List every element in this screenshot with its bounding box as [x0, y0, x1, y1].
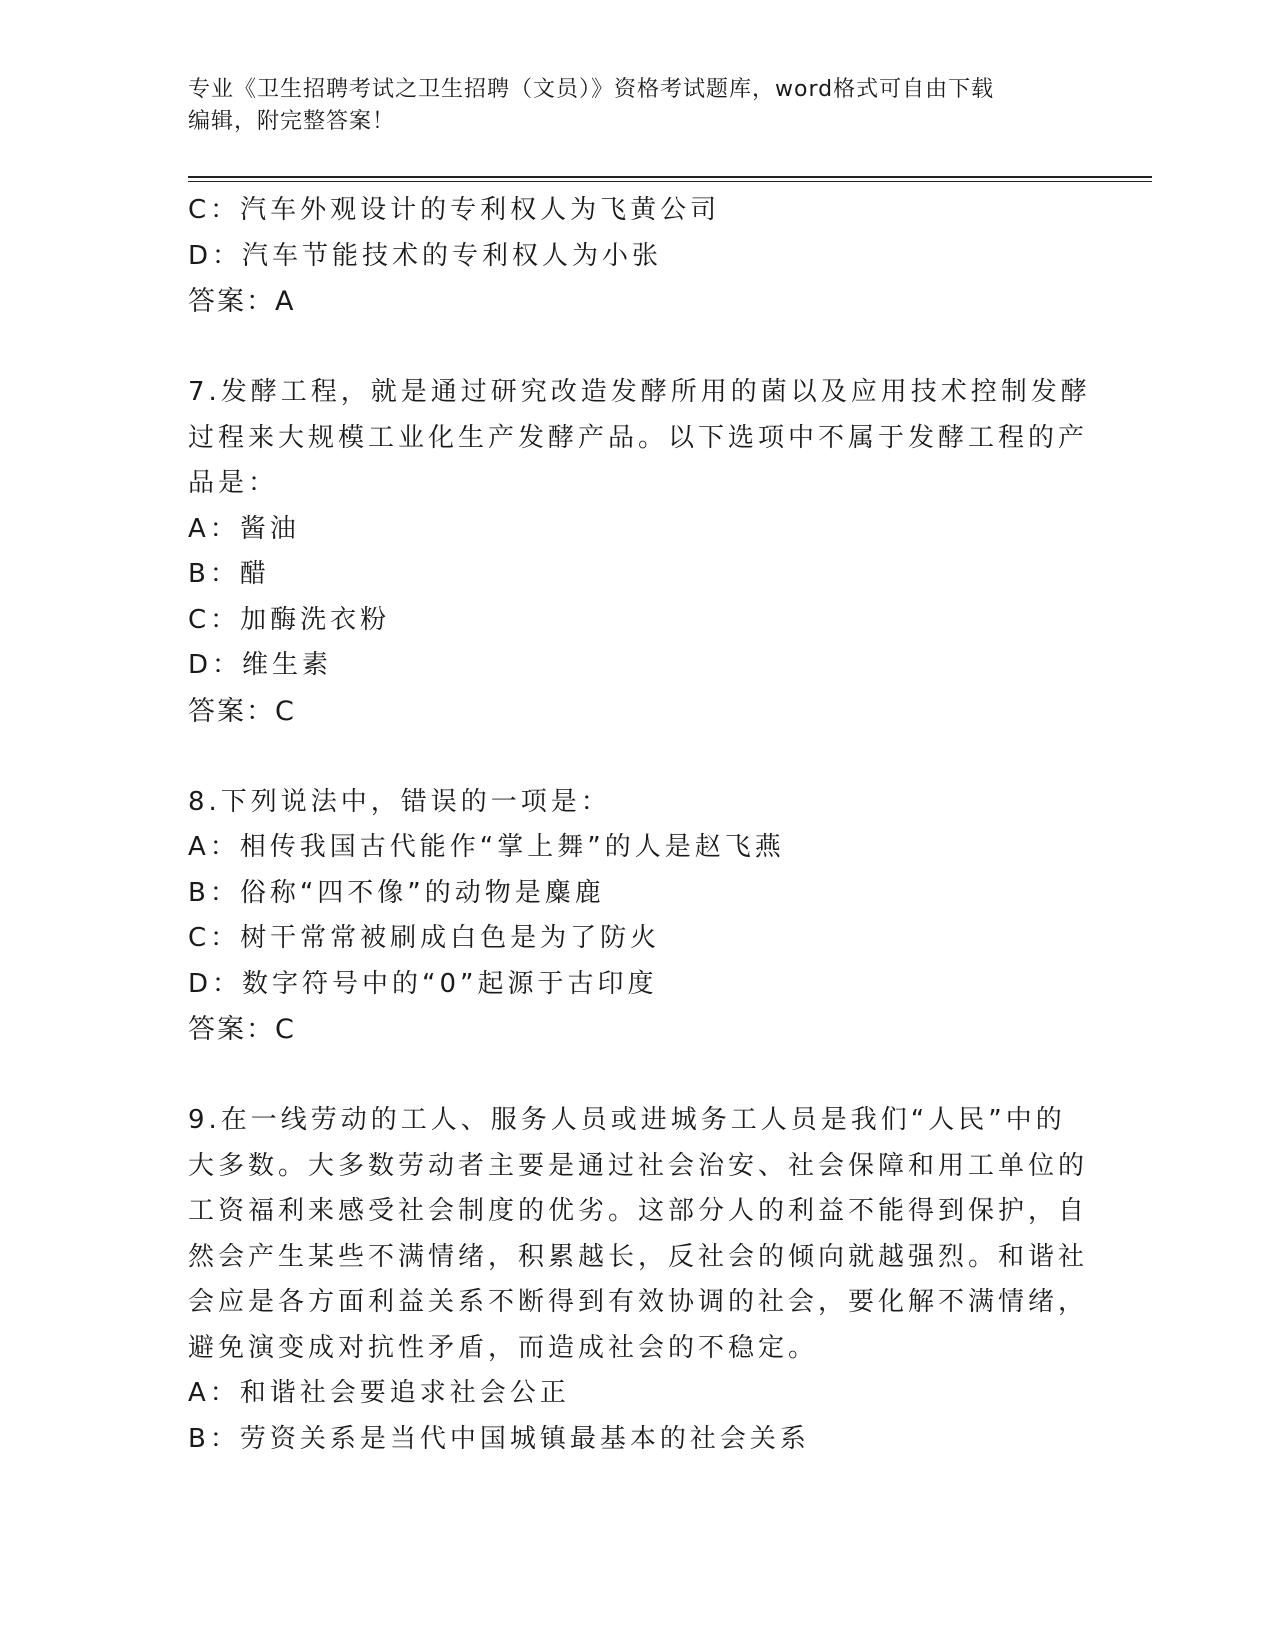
option-c: C：树干常常被刷成白色是为了防火	[188, 923, 661, 953]
spacer	[188, 325, 1068, 371]
option-b: B：劳资关系是当代中国城镇最基本的社会关系	[188, 1423, 810, 1454]
option-a: A：酱油	[188, 513, 300, 544]
option-a: A：相传我国古代能作“掌上舞”的人是赵飞燕	[188, 832, 785, 862]
option-c: C：汽车外观设计的专利权人为飞黄公司	[188, 195, 721, 225]
answer-line: 答案：C	[188, 1014, 296, 1045]
prev-question-tail	[188, 188, 1068, 325]
question-stem-line: 大多数。大多数劳动者主要是通过社会治安、社会保障和用工单位的	[188, 1150, 1089, 1181]
option-b: B：醋	[188, 559, 270, 589]
question-8	[188, 780, 1068, 1053]
question-9	[188, 1098, 1089, 1462]
option-d: D：汽车节能技术的专利权人为小张	[188, 240, 663, 271]
option-c: C：加酶洗衣粉	[188, 604, 391, 635]
header-line-2: 编辑，附完整答案！	[188, 109, 396, 134]
option-d: D：数字符号中的“0”起源于古印度	[188, 968, 658, 999]
answer-line: 答案：C	[188, 695, 296, 727]
question-stem-line: 避免演变成对抗性矛盾，而造成社会的不稳定。	[188, 1332, 819, 1363]
question-stem-line: 过程来大规模工业化生产发酵产品。以下选项中不属于发酵工程的产	[188, 422, 1089, 453]
header-divider-thick	[188, 176, 1152, 178]
option-a: A：和谐社会要追求社会公正	[188, 1378, 570, 1408]
question-stem-line: 工资福利来感受社会制度的优劣。这部分人的利益不能得到保护，自	[188, 1196, 1089, 1226]
question-stem-line: 9.在一线劳动的工人、服务人员或进城务工人员是我们“人民”中的	[188, 1105, 1066, 1135]
question-stem-line: 会应是各方面利益关系不断得到有效协调的社会，要化解不满情绪，	[188, 1287, 1089, 1317]
question-7	[188, 370, 1091, 734]
document-body	[188, 188, 1091, 1462]
spacer	[188, 734, 1068, 780]
spacer	[188, 1053, 1068, 1099]
header-divider-thin	[188, 181, 1152, 182]
page-header	[188, 74, 1088, 138]
answer-line: 答案：A	[188, 286, 296, 317]
option-d: D：维生素	[188, 650, 333, 680]
question-stem-line: 然会产生某些不满情绪，积累越长，反社会的倾向就越强烈。和谐社	[188, 1241, 1089, 1272]
header-line-1: 专业《卫生招聘考试之卫生招聘（文员）》资格考试题库，word格式可自由下载	[188, 77, 995, 102]
question-stem-line: 7.发酵工程，就是通过研究改造发酵所用的菌以及应用技术控制发酵	[188, 377, 1091, 407]
option-b: B：俗称“四不像”的动物是麋鹿	[188, 877, 605, 908]
question-stem-line: 品是：	[188, 468, 279, 498]
question-stem-line: 8.下列说法中，错误的一项是：	[188, 786, 611, 817]
